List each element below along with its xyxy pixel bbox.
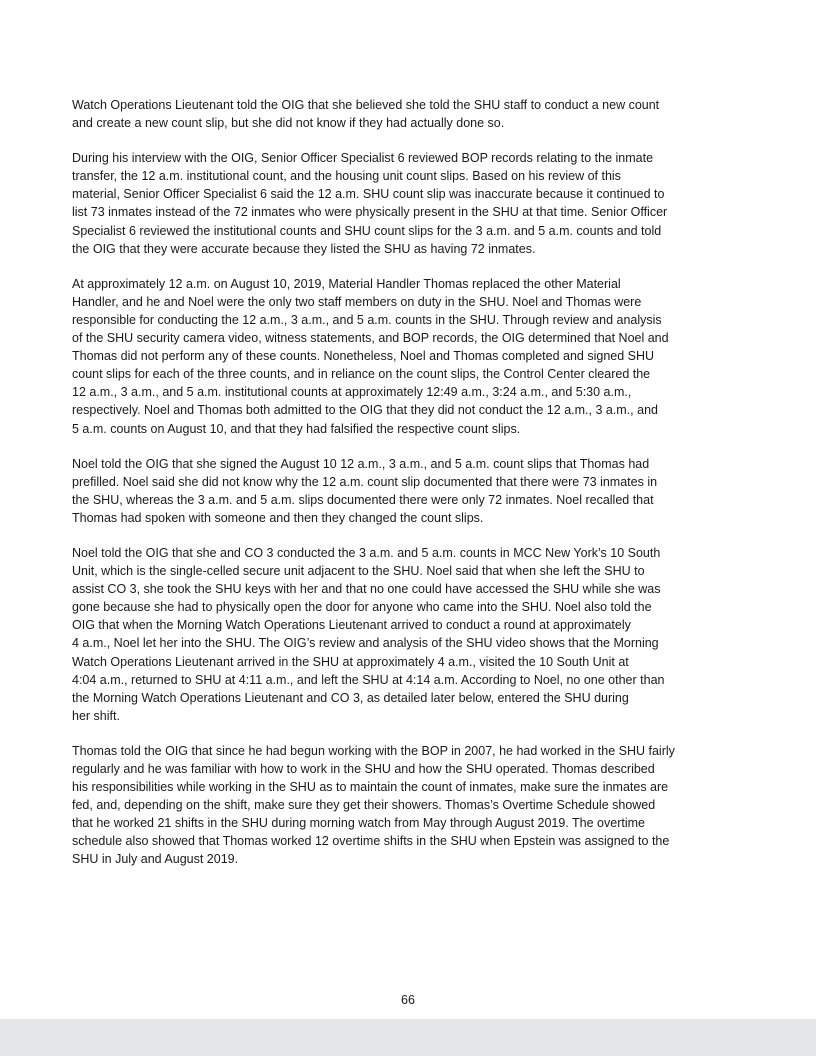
paragraph: Watch Operations Lieutenant told the OIG that she believed she told the SHU staff to conduct a new count and create a new count slip, but she did not know if they had actually done so. (72, 98, 660, 131)
document-body (72, 96, 744, 886)
paragraph: During his interview with the OIG, Senior Officer Specialist 6 reviewed BOP records relating to the inmate transfer, the 12 a.m. institutional count, and the housing unit count slips. Based on his review of this material, Senior Officer Specialist 6 said the 12 a.m. SHU count slip was inaccurate because it continued to list 73 inmates instead of the 72 inmates who were physically present in the SHU at that time. Senior Officer Specialist 6 reviewed the institutional counts and SHU count slips for the 3 a.m. and 5 a.m. counts and told the OIG that they were accurate because they listed the SHU as having 72 inmates. (72, 151, 668, 256)
page-number: 66 (401, 993, 415, 1007)
paragraph: Noel told the OIG that she signed the August 10 12 a.m., 3 a.m., and 5 a.m. count slips that Thomas had prefilled. Noel said she did not know why the 12 a.m. count slip documented that there were 73 inmates in the SHU, whereas the 3 a.m. and 5 a.m. slips documented there were only 72 inmates. Noel recalled that Thomas had spoken with someone and then they changed the count slips. (72, 456, 658, 525)
paragraph: Thomas told the OIG that since he had begun working with the BOP in 2007, he had worked in the SHU fairly regularly and he was familiar with how to work in the SHU and how the SHU operated. Thomas described his responsibilities while working in the SHU as to maintain the count of inmates, make sure the inmates are fed, and, depending on the shift, make sure they get their showers. Thomas’s Overtime Schedule showed that he worked 21 shifts in the SHU during morning watch from May through August 2019. The overtime schedule also showed that Thomas worked 12 overtime shifts in the SHU when Epstein was assigned to the SHU in July and August 2019. (72, 743, 675, 867)
paragraph: At approximately 12 a.m. on August 10, 2019, Material Handler Thomas replaced the other Material Handler, and he and Noel were the only two staff members on duty in the SHU. Noel and Thomas were responsible for conducting the 12 a.m., 3 a.m., and 5 a.m. counts in the SHU. Through review and analysis of the SHU security camera video, witness statements, and BOP records, the OIG determined that Noel and Thomas did not perform any of these counts. Nonetheless, Noel and Thomas completed and signed SHU count slips for each of the three counts, and in reliance on the count slips, the Control Center cleared the 12 a.m., 3 a.m., and 5 a.m. institutional counts at approximately 12:49 a.m., 3:24 a.m., and 5:30 a.m., respectively. Noel and Thomas both admitted to the OIG that they did not conduct the 12 a.m., 3 a.m., and 5 a.m. counts on August 10, and that they had falsified the respective count slips. (72, 276, 669, 436)
paragraph: Noel told the OIG that she and CO 3 conducted the 3 a.m. and 5 a.m. counts in MCC New York’s 10 South Unit, which is the single-celled secure unit adjacent to the SHU. Noel said that when she left the SHU to assist CO 3, she took the SHU keys with her and that no one could have accessed the SHU while she was gone because she had to physically open the door for anyone who came into the SHU. Noel also told the OIG that when the Morning Watch Operations Lieutenant arrived to conduct a round at approximately 4 a.m., Noel let her into the SHU. The OIG’s review and analysis of the SHU video shows that the Morning Watch Operations Lieutenant arrived in the SHU at approximately 4 a.m., visited the 10 South Unit at 4:04 a.m., returned to SHU at 4:11 a.m., and left the SHU at 4:14 a.m. According to Noel, no one other than the Morning Watch Operations Lieutenant and CO 3, as detailed later below, entered the SHU during her shift. (72, 545, 665, 723)
